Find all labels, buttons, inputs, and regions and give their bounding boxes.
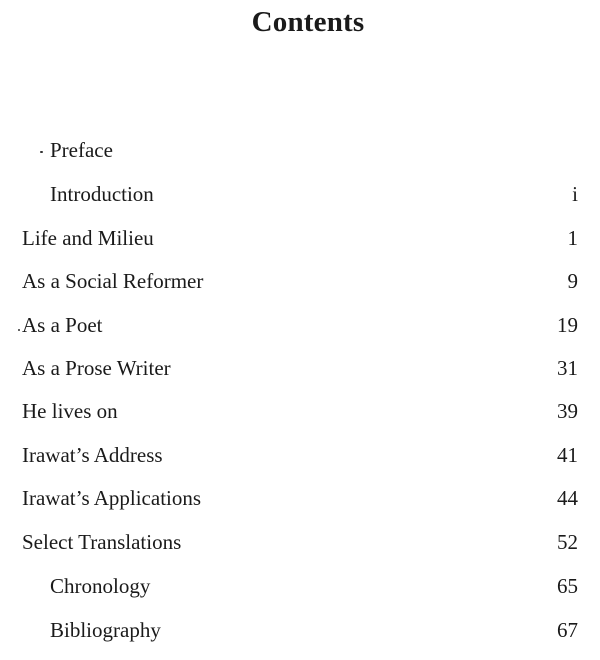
- toc-entry-page: 52: [557, 530, 578, 554]
- toc-entry-title: Bibliography: [50, 618, 161, 642]
- toc-entry-page: 44: [557, 486, 578, 510]
- toc-entry-page: i: [572, 182, 578, 206]
- toc-entry-chronology[interactable]: [0, 571, 600, 601]
- toc-entry-irawats-applications[interactable]: [0, 483, 600, 513]
- toc-entry-he-lives-on[interactable]: [0, 396, 600, 426]
- toc-entry-page: 41: [557, 443, 578, 467]
- toc-entry-page: 65: [557, 574, 578, 598]
- toc-entry-prose-writer[interactable]: [0, 353, 600, 383]
- toc-entry-title: As a Poet: [22, 313, 103, 337]
- toc-entry-irawats-address[interactable]: [0, 440, 600, 470]
- toc-entry-title: Life and Milieu: [22, 226, 154, 250]
- toc-entry-title: As a Social Reformer: [22, 269, 204, 293]
- toc-entry-select-translations[interactable]: [0, 527, 600, 557]
- toc-entry-page: 1: [567, 226, 578, 250]
- toc-entry-page: 39: [557, 399, 578, 423]
- page-title: Contents: [251, 6, 365, 38]
- toc-entry-title: Irawat’s Applications: [22, 486, 202, 510]
- toc-entry-page: 19: [557, 313, 578, 337]
- toc-entry-page: 31: [557, 356, 578, 380]
- toc-entry-poet[interactable]: [0, 310, 600, 340]
- toc-entry-page: 9: [567, 269, 578, 293]
- toc-entry-social-reformer[interactable]: [0, 266, 600, 296]
- stray-mark: [40, 151, 43, 153]
- toc-entry-title: He lives on: [22, 399, 118, 423]
- toc-entry-life-and-milieu[interactable]: [0, 223, 600, 253]
- toc-entry-title: As a Prose Writer: [22, 356, 171, 380]
- toc-entry-page: 67: [557, 618, 578, 642]
- toc-entry-title: Preface: [50, 138, 113, 162]
- toc-entry-bibliography[interactable]: [0, 615, 600, 645]
- toc-entry-title: Irawat’s Address: [22, 443, 163, 467]
- stray-mark: [18, 329, 20, 331]
- toc-entry-introduction[interactable]: [0, 179, 600, 209]
- toc-entry-title: Select Translations: [22, 530, 182, 554]
- toc-entry-title: Chronology: [50, 574, 151, 598]
- toc-entry-preface[interactable]: [0, 135, 600, 165]
- toc-entry-title: Introduction: [50, 182, 154, 206]
